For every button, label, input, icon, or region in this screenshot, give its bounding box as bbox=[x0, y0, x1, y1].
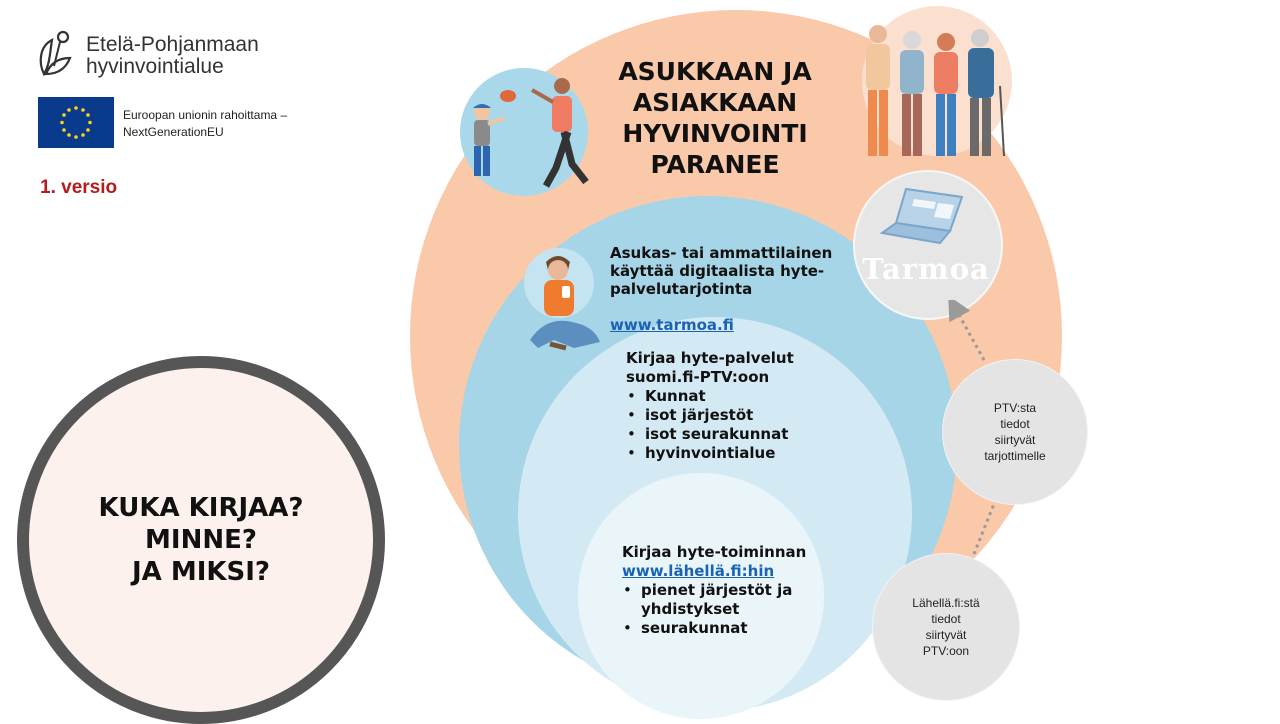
blue-circle-text bbox=[610, 226, 850, 334]
lahella-list bbox=[622, 581, 832, 638]
question-circle bbox=[17, 356, 385, 724]
list-item: • isot järjestöt bbox=[626, 406, 836, 425]
lahella-link[interactable]: www.lähellä.fi:hin bbox=[622, 562, 775, 580]
version-label: 1. versio bbox=[40, 177, 118, 198]
ptv-list bbox=[626, 387, 836, 463]
list-item: • Kunnat bbox=[626, 387, 836, 406]
tarmoa-logo: Tarmoa bbox=[862, 252, 990, 286]
diagram-title: ASUKKAAN JA ASIAKKAAN HYVINVOINTI PARANEE bbox=[618, 57, 812, 179]
arrow-to-tarmoa bbox=[954, 306, 984, 360]
phone-user-illustration bbox=[524, 248, 594, 318]
tarjotin-description: Asukas- tai ammattilainen käyttää digitaalista hyte- palvelutarjotinta bbox=[610, 244, 833, 298]
ptv-transfer-bubble bbox=[942, 359, 1088, 505]
list-item: • hyvinvointialue bbox=[626, 444, 836, 463]
question-text: KUKA KIRJAA? MINNE? JA MIKSI? bbox=[98, 493, 304, 587]
lahella-transfer-text: Lähellä.fi:stä tiedot siirtyvät PTV:oon bbox=[912, 596, 980, 658]
ptv-heading: Kirjaa hyte-palvelut suomi.fi-PTV:oon bbox=[626, 349, 794, 386]
list-item: • seurakunnat bbox=[622, 619, 832, 638]
list-item: • isot seurakunnat bbox=[626, 425, 836, 444]
eu-funding-text: Euroopan unionin rahoittama – NextGenerationEU bbox=[123, 108, 288, 139]
inner-circle-text bbox=[622, 543, 832, 638]
organization-name: Etelä-Pohjanmaan hyvinvointialue bbox=[86, 33, 259, 78]
lahella-transfer-bubble bbox=[872, 553, 1020, 701]
ball-players-illustration bbox=[460, 68, 588, 196]
leaf-logo-icon bbox=[36, 28, 76, 78]
tarmoa-link[interactable]: www.tarmoa.fi bbox=[610, 316, 734, 334]
elderly-people-illustration bbox=[862, 6, 1012, 156]
middle-circle-text bbox=[626, 349, 836, 463]
laptop-icon bbox=[880, 185, 970, 247]
ptv-transfer-text: PTV:sta tiedot siirtyvät tarjottimelle bbox=[984, 401, 1046, 463]
eu-flag-icon bbox=[38, 97, 114, 148]
list-item: • pienet järjestöt ja yhdistykset bbox=[622, 581, 832, 619]
lahella-heading: Kirjaa hyte-toiminnan bbox=[622, 543, 807, 561]
